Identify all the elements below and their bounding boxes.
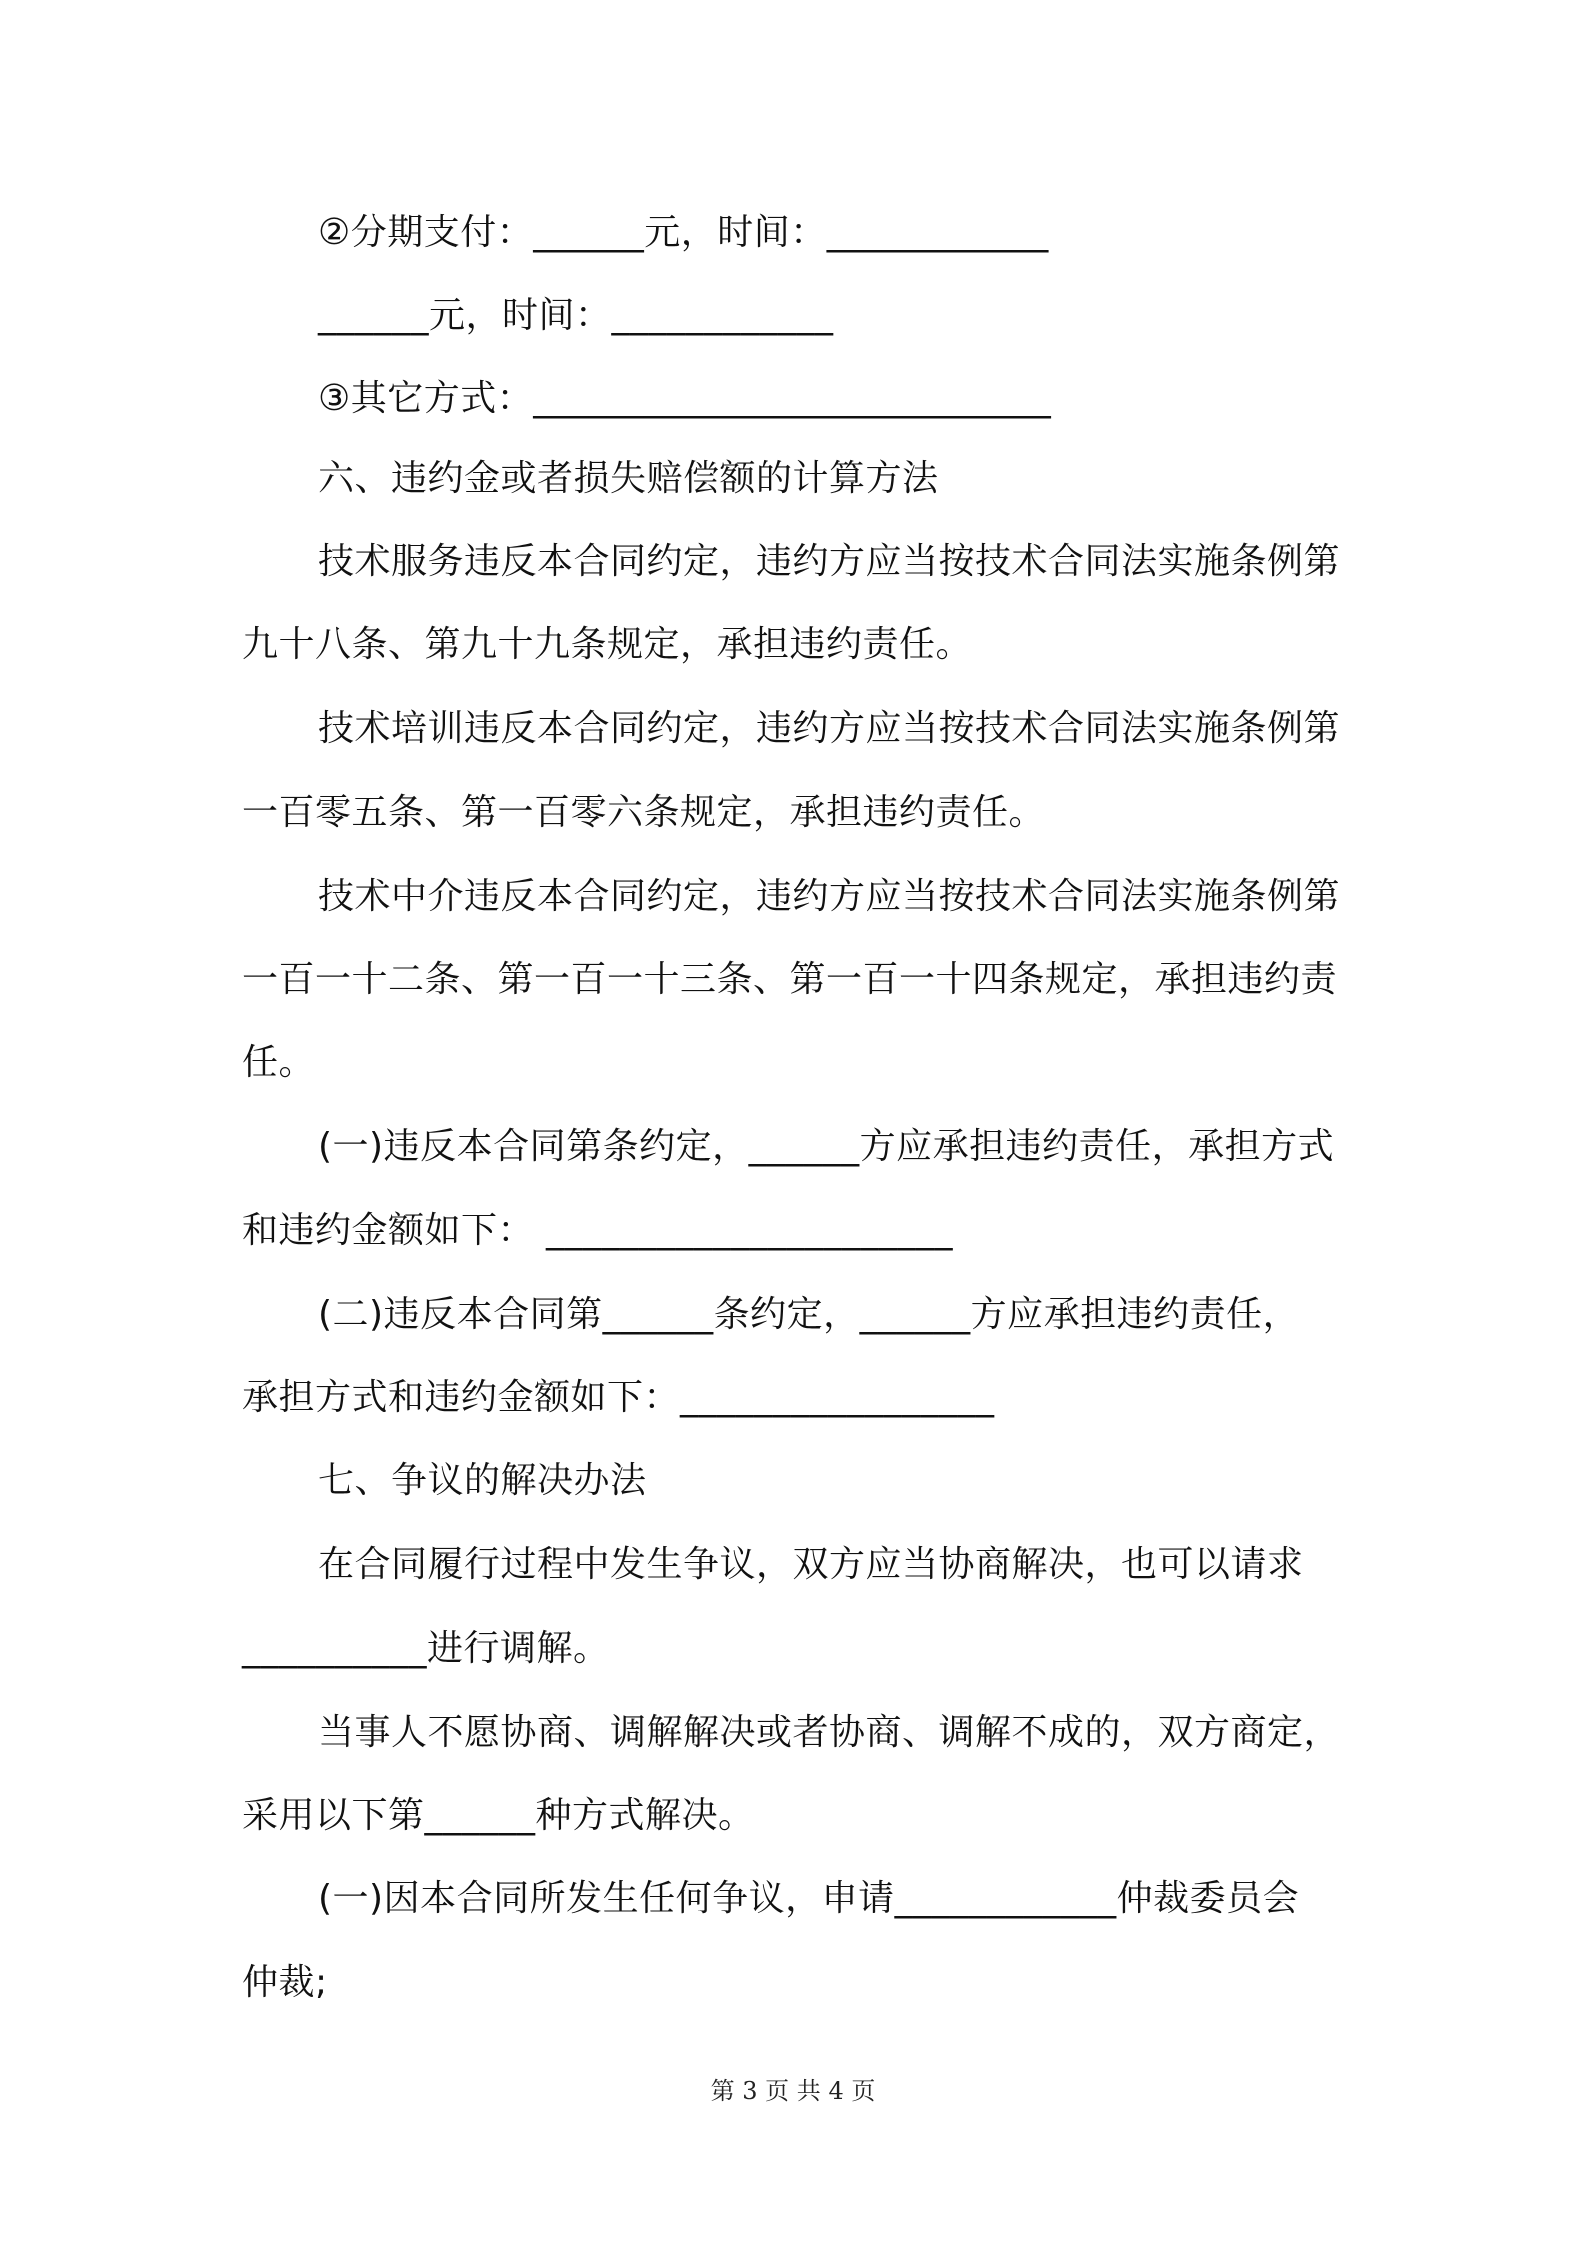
paragraph-line: 一百零五条、第一百零六条规定，承担违约责任。 [242,792,1046,833]
page-number-footer: 第 3 页 共 4 页 [710,2077,876,2105]
section-heading-dispute: 七、争议的解决办法 [318,1460,647,1501]
payment-other-method-line: ③其它方式：____________________________ [318,378,1052,419]
paragraph-line: 仲裁; [242,1962,328,2003]
paragraph-line: (一)因本合同所发生任何争议，申请____________仲裁委员会 [318,1878,1300,1919]
paragraph-line: 一百一十二条、第一百一十三条、第一百一十四条规定，承担违约责 [242,959,1338,1000]
paragraph-line: 和违约金额如下： ______________________ [242,1210,953,1251]
payment-installment-line-2: ______元，时间：____________ [318,295,834,336]
paragraph-line: (一)违反本合同第条约定，______方应承担违约责任，承担方式 [318,1126,1335,1167]
paragraph-line: 采用以下第______种方式解决。 [242,1795,755,1836]
paragraph-line: __________进行调解。 [242,1628,610,1669]
paragraph-line: 技术培训违反本合同约定，违约方应当按技术合同法实施条例第 [318,708,1341,749]
paragraph-line: 当事人不愿协商、调解解决或者协商、调解不成的，双方商定， [318,1712,1341,1753]
paragraph-line: 技术中介违反本合同约定，违约方应当按技术合同法实施条例第 [318,876,1341,917]
paragraph-line: 技术服务违反本合同约定，违约方应当按技术合同法实施条例第 [318,541,1341,582]
paragraph-line: 在合同履行过程中发生争议，双方应当协商解决，也可以请求 [318,1544,1304,1585]
paragraph-line: 九十八条、第九十九条规定，承担违约责任。 [242,624,973,665]
paragraph-line: 任。 [242,1042,316,1083]
payment-installment-line: ②分期支付：______元，时间：____________ [318,212,1049,253]
section-heading-penalty: 六、违约金或者损失赔偿额的计算方法 [318,458,939,499]
paragraph-line: 承担方式和违约金额如下：_________________ [242,1377,995,1418]
paragraph-line: (二)违反本合同第______条约定，______方应承担违约责任， [318,1294,1300,1335]
